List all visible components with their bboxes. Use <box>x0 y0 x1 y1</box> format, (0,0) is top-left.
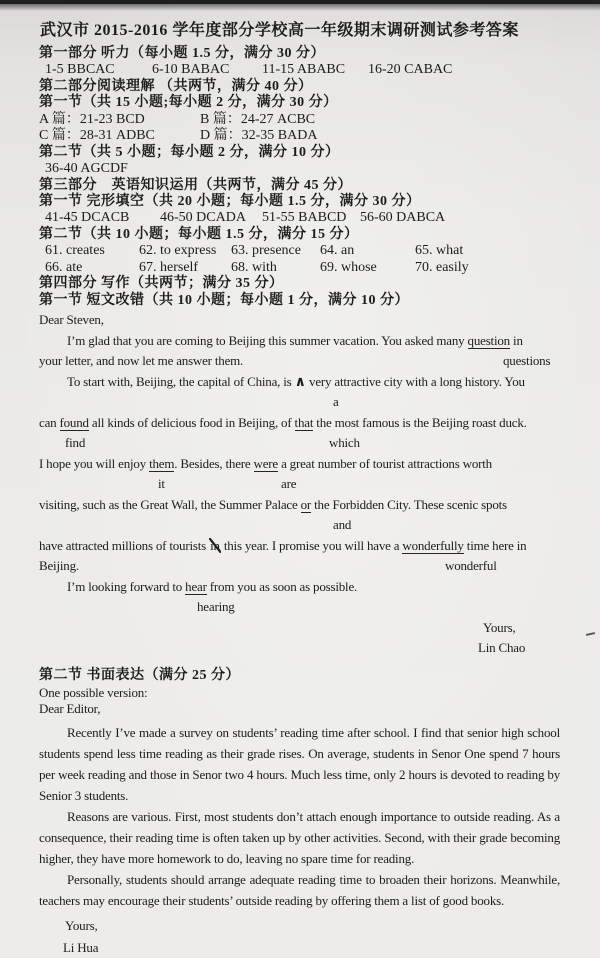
answer-item: 69. whose <box>320 259 377 275</box>
correction-row <box>0 597 600 618</box>
correction-row <box>0 515 600 536</box>
grammar-answer-row-1 <box>0 243 600 259</box>
letter-line <box>0 495 600 516</box>
grammar-heading: 第二节（共 10 小题；每小题 1.5 分，满分 15 分） <box>39 226 359 242</box>
reading-section2-heading: 第二节（共 5 小题；每小题 2 分，满分 10 分） <box>39 144 340 160</box>
letter-text: can <box>39 414 60 430</box>
answer-group: D 篇：32-35 BADA <box>200 128 318 144</box>
answer-group: A 篇：21-23 BCD <box>39 111 145 127</box>
correction-word: hearing <box>197 599 235 615</box>
answer-group: 6-10 BABAC <box>152 62 230 78</box>
letter-text: all kinds of delicious food in Beijing, of <box>88 414 295 430</box>
listening-answer-row <box>0 62 600 78</box>
correction-row <box>0 474 600 495</box>
letter-text: a great number of tourist attractions worth <box>278 455 492 471</box>
correction-row <box>0 392 600 413</box>
salutation-text: Dear Steven, <box>39 312 104 328</box>
answer-group: C 篇：28-31 ADBC <box>39 128 155 144</box>
answer-group: 11-15 ABABC <box>262 62 346 78</box>
reading-section2-answer-row <box>0 161 600 177</box>
answer-group: 51-55 BABCD <box>262 210 347 226</box>
correction-word: find <box>65 435 86 451</box>
letter-text: have attracted millions of tourists <box>39 537 210 553</box>
underlined-word: found <box>59 414 89 430</box>
answer-item: 67. herself <box>139 259 199 275</box>
letter-line <box>0 351 600 372</box>
correction-row <box>0 433 600 454</box>
letter-text: very attractive city with a long history. You <box>305 373 525 389</box>
correction-word: and <box>333 517 352 533</box>
answer-group: 41-45 DCACB <box>45 210 130 226</box>
letter-line <box>0 454 600 475</box>
letter-text: I hope you will enjoy <box>39 455 150 471</box>
answer-group: 46-50 DCADA <box>160 210 246 226</box>
letter-text: from you as soon as possible. <box>206 578 358 594</box>
answer-item: 70. easily <box>415 259 469 275</box>
essay-heading: 第二节 书面表达（满分 25 分） <box>39 667 240 683</box>
part3-heading: 第三部分 英语知识运用（共两节，满分 45 分） <box>39 177 352 193</box>
correction-word: a <box>333 394 339 410</box>
essay-paragraph: Reasons are various. First, most students don’t attach enough importance to outside reading. As a consequence, their reading time is often taken up by other activities. Second, with their grade becoming higher, they have more homework to do, leaving no spare time for reading. <box>39 808 560 866</box>
answer-item: 68. with <box>231 259 277 275</box>
passage-ab-answer-row <box>0 112 600 128</box>
letter-line <box>0 331 600 352</box>
letter-text: To start with, Beijing, the capital of China, is <box>67 373 295 389</box>
grammar-answer-row-2 <box>0 260 600 276</box>
answer-item: 63. presence <box>231 243 301 259</box>
letter-line <box>0 372 600 393</box>
correction-heading: 第一节 短文改错（共 10 小题；每小题 1 分，满分 10 分） <box>39 292 409 308</box>
letter-text: time here in <box>463 537 527 553</box>
underlined-word: were <box>253 455 279 471</box>
correction-word: questions <box>503 353 551 369</box>
deleted-word: in <box>210 537 220 553</box>
underlined-word: wonderfully <box>402 537 464 553</box>
letter-salutation <box>0 310 600 331</box>
answer-group: 36-40 AGCDF <box>45 161 128 177</box>
correction-word: are <box>281 476 297 492</box>
underlined-word: or <box>300 496 312 512</box>
answer-item: 61. creates <box>45 243 105 259</box>
essay-paragraph: Personally, students should arrange adequate reading time to broaden their horizons. Meanwhile, teachers may encourage their students’ outside reading by offering them a list of good books. <box>39 871 560 908</box>
letter-text: . Besides, there <box>174 455 254 471</box>
letter-text: the most famous is the Beijing roast duck. <box>313 414 527 430</box>
cloze-answer-row <box>0 210 600 226</box>
letter-text: this year. I promise you will have a <box>220 537 403 553</box>
answer-group: B 篇：24-27 ACBC <box>200 111 316 127</box>
letter-text: the Forbidden City. These scenic spots <box>311 496 507 512</box>
correction-word: wonderful <box>445 558 497 574</box>
essay-version-note: One possible version: <box>39 684 148 700</box>
letter-text: in <box>509 332 523 348</box>
part4-heading: 第四部分 写作（共两节；满分 35 分） <box>39 276 284 292</box>
reading-section1-heading: 第一节（共 15 小题;每小题 2 分，满分 30 分） <box>39 95 338 111</box>
underlined-word: that <box>294 414 314 430</box>
letter-text: I’m looking forward to <box>67 578 186 594</box>
letter-line <box>0 536 600 557</box>
closing-signature: Lin Chao <box>478 640 526 656</box>
essay-salutation: Dear Editor, <box>39 701 101 717</box>
answer-group: 16-20 CABAC <box>368 62 453 78</box>
letter-text: visiting, such as the Great Wall, the Summer Palace <box>39 496 301 512</box>
part2-heading: 第二部分阅读理解 （共两节，满分 40 分） <box>39 78 313 94</box>
letter-line <box>0 413 600 434</box>
underlined-word: question <box>467 332 510 348</box>
answer-group: 56-60 DABCA <box>360 210 446 226</box>
page-title: 武汉市 2015-2016 学年度部分学校高一年级期末调研测试参考答案 <box>40 22 519 39</box>
essay-closing-yours: Yours, <box>65 917 98 933</box>
passage-cd-answer-row <box>0 128 600 144</box>
letter-text: your letter, and now let me answer them. <box>39 353 244 369</box>
underlined-word: hear <box>185 578 207 594</box>
answer-item: 62. to express <box>139 243 217 259</box>
answer-item: 65. what <box>415 243 464 259</box>
letter-text: Beijing. <box>39 558 79 574</box>
letter-line <box>0 556 600 577</box>
answer-item: 66. ate <box>45 259 83 275</box>
insert-caret-mark: ∧ <box>294 374 306 390</box>
cloze-heading: 第一节 完形填空（共 20 小题；每小题 1.5 分，满分 30 分） <box>39 194 421 210</box>
letter-closing-yours-row <box>0 618 600 639</box>
answer-group: 1-5 BBCAC <box>45 62 115 78</box>
correction-letter <box>0 310 600 659</box>
closing-yours: Yours, <box>483 619 516 635</box>
essay-closing-signature: Li Hua <box>63 939 99 955</box>
essay-paragraph: Recently I’ve made a survey on students’ reading time after school. I find that senior high school students spend less time reading as their grade rises. On average, students in Senor One spend 7 hours per week reading and those in Senor two 4 hours. Much less time, only 2 hours is devoted to reading by Senior 3 students. <box>39 724 560 803</box>
letter-line <box>0 577 600 598</box>
letter-closing-name-row <box>0 638 600 659</box>
letter-text: I’m glad that you are coming to Beijing this summer vacation. You asked many <box>67 332 468 348</box>
correction-word: which <box>329 435 360 451</box>
correction-word: it <box>158 476 165 492</box>
underlined-word: them <box>149 455 175 471</box>
part1-heading: 第一部分 听力（每小题 1.5 分，满分 30 分） <box>39 46 325 61</box>
answer-item: 64. an <box>320 243 355 259</box>
